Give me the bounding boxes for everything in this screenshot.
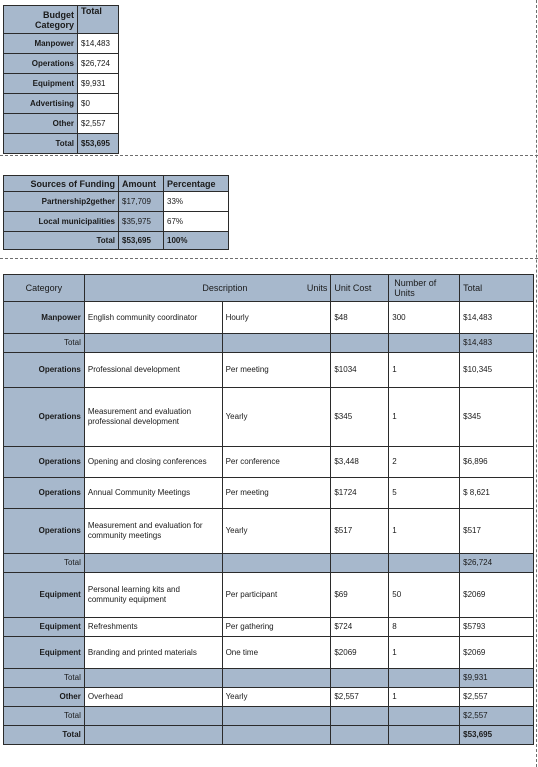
category-cell: Equipment <box>4 573 85 618</box>
funding-total-label: Total <box>4 232 119 250</box>
subtotal-value: $26,724 <box>460 554 534 573</box>
units-cell: Yearly <box>222 688 331 707</box>
number-of-units-cell: 1 <box>389 688 460 707</box>
category-cell: Manpower <box>4 302 85 334</box>
number-of-units-cell: 1 <box>389 509 460 554</box>
empty-cell <box>331 334 389 353</box>
description-cell: Personal learning kits and community equipment <box>84 573 222 618</box>
number-of-units-cell: 1 <box>389 388 460 447</box>
funding-total-percentage: 100% <box>164 232 229 250</box>
empty-cell <box>331 554 389 573</box>
empty-cell <box>84 669 222 688</box>
subtotal-label: Total <box>4 707 85 726</box>
description-cell: Measurement and evaluation for community meetings <box>84 509 222 554</box>
category-cell: Other <box>4 688 85 707</box>
description-cell: Branding and printed materials <box>84 637 222 669</box>
description-cell: Opening and closing conferences <box>84 447 222 478</box>
table-row <box>4 478 534 509</box>
empty-cell <box>389 726 460 745</box>
subtotal-row <box>4 669 534 688</box>
total-cell: $345 <box>460 388 534 447</box>
description-cell: English community coordinator <box>84 302 222 334</box>
empty-cell <box>84 707 222 726</box>
section-divider <box>0 155 538 156</box>
table-row <box>4 302 534 334</box>
empty-cell <box>222 726 331 745</box>
total-cell: $6,896 <box>460 447 534 478</box>
budget-total-header: Total <box>78 6 119 34</box>
empty-cell <box>84 554 222 573</box>
number-of-units-cell: 50 <box>389 573 460 618</box>
description-header <box>84 275 331 302</box>
units-cell: Per participant <box>222 573 331 618</box>
budget-row-value: $26,724 <box>78 54 119 74</box>
total-cell: $10,345 <box>460 353 534 388</box>
budget-total-value: $53,695 <box>78 134 119 154</box>
total-cell: $517 <box>460 509 534 554</box>
unit-cost-cell: $724 <box>331 618 389 637</box>
category-cell: Operations <box>4 478 85 509</box>
budget-row-value: $0 <box>78 94 119 114</box>
grand-total-label: Total <box>4 726 85 745</box>
budget-row-label: Manpower <box>4 34 78 54</box>
table-row <box>4 618 534 637</box>
unit-cost-cell: $69 <box>331 573 389 618</box>
unit-cost-cell: $517 <box>331 509 389 554</box>
total-cell: $14,483 <box>460 302 534 334</box>
unit-cost-cell: $2,557 <box>331 688 389 707</box>
category-header: Category <box>4 275 85 302</box>
empty-cell <box>389 669 460 688</box>
empty-cell <box>222 334 331 353</box>
subtotal-row <box>4 707 534 726</box>
description-cell: Professional development <box>84 353 222 388</box>
description-cell: Overhead <box>84 688 222 707</box>
units-cell: Per meeting <box>222 478 331 509</box>
budget-row-value: $14,483 <box>78 34 119 54</box>
unit-cost-cell: $1724 <box>331 478 389 509</box>
budget-total-label: Total <box>4 134 78 154</box>
funding-percentage: 33% <box>164 192 229 212</box>
empty-cell <box>222 707 331 726</box>
subtotal-row <box>4 334 534 353</box>
category-cell: Operations <box>4 353 85 388</box>
unit-cost-header: Unit Cost <box>331 275 389 302</box>
funding-percentage-header: Percentage <box>164 176 229 192</box>
funding-amount-header: Amount <box>119 176 164 192</box>
table-row <box>4 388 534 447</box>
section-divider <box>0 258 538 259</box>
total-cell: $2069 <box>460 573 534 618</box>
budget-row-label: Operations <box>4 54 78 74</box>
units-cell: Per conference <box>222 447 331 478</box>
budget-row-label: Other <box>4 114 78 134</box>
category-cell: Equipment <box>4 618 85 637</box>
units-header-label: Units <box>306 283 328 293</box>
total-cell: $5793 <box>460 618 534 637</box>
units-cell: Yearly <box>222 388 331 447</box>
units-cell: Yearly <box>222 509 331 554</box>
unit-cost-cell: $345 <box>331 388 389 447</box>
subtotal-label: Total <box>4 669 85 688</box>
table-row <box>4 688 534 707</box>
budget-row-label: Advertising <box>4 94 78 114</box>
empty-cell <box>222 669 331 688</box>
unit-cost-cell: $48 <box>331 302 389 334</box>
budget-category-header: Budget Category <box>4 6 78 34</box>
description-header-label: Description <box>202 283 248 293</box>
total-cell: $2069 <box>460 637 534 669</box>
unit-cost-cell: $3,448 <box>331 447 389 478</box>
budget-row-value: $9,931 <box>78 74 119 94</box>
budget-row-label: Equipment <box>4 74 78 94</box>
empty-cell <box>389 707 460 726</box>
funding-source-label: Local municipalities <box>4 212 119 232</box>
funding-percentage: 67% <box>164 212 229 232</box>
number-of-units-cell: 1 <box>389 637 460 669</box>
funding-amount: $17,709 <box>119 192 164 212</box>
category-cell: Operations <box>4 388 85 447</box>
grand-total-value: $53,695 <box>460 726 534 745</box>
empty-cell <box>222 554 331 573</box>
unit-cost-cell: $2069 <box>331 637 389 669</box>
number-of-units-cell: 8 <box>389 618 460 637</box>
grand-total-row <box>4 726 534 745</box>
budget-row-value: $2,557 <box>78 114 119 134</box>
funding-total-amount: $53,695 <box>119 232 164 250</box>
units-cell: One time <box>222 637 331 669</box>
description-cell: Refreshments <box>84 618 222 637</box>
category-cell: Operations <box>4 509 85 554</box>
funding-source-header: Sources of Funding <box>4 176 119 192</box>
funding-sources-table <box>3 175 229 250</box>
category-cell: Operations <box>4 447 85 478</box>
subtotal-value: $2,557 <box>460 707 534 726</box>
total-cell: $ 8,621 <box>460 478 534 509</box>
subtotal-row <box>4 554 534 573</box>
empty-cell <box>84 334 222 353</box>
empty-cell <box>331 726 389 745</box>
empty-cell <box>389 334 460 353</box>
table-row <box>4 509 534 554</box>
page-border-right <box>536 0 537 767</box>
units-cell: Per gathering <box>222 618 331 637</box>
budget-summary-table <box>3 5 119 154</box>
detail-table-body <box>4 302 534 745</box>
empty-cell <box>389 554 460 573</box>
units-cell: Hourly <box>222 302 331 334</box>
number-of-units-header: Number of Units <box>389 275 460 302</box>
subtotal-label: Total <box>4 334 85 353</box>
total-header: Total <box>460 275 534 302</box>
empty-cell <box>331 707 389 726</box>
subtotal-value: $14,483 <box>460 334 534 353</box>
funding-amount: $35,975 <box>119 212 164 232</box>
subtotal-value: $9,931 <box>460 669 534 688</box>
description-cell: Measurement and evaluation professional development <box>84 388 222 447</box>
budget-detail-table <box>3 274 534 745</box>
empty-cell <box>331 669 389 688</box>
number-of-units-cell: 1 <box>389 353 460 388</box>
total-cell: $2,557 <box>460 688 534 707</box>
category-cell: Equipment <box>4 637 85 669</box>
number-of-units-cell: 2 <box>389 447 460 478</box>
subtotal-label: Total <box>4 554 85 573</box>
empty-cell <box>84 726 222 745</box>
number-of-units-cell: 300 <box>389 302 460 334</box>
number-of-units-cell: 5 <box>389 478 460 509</box>
table-row <box>4 353 534 388</box>
table-row <box>4 573 534 618</box>
units-cell: Per meeting <box>222 353 331 388</box>
funding-source-label: Partnership2gether <box>4 192 119 212</box>
description-cell: Annual Community Meetings <box>84 478 222 509</box>
table-row <box>4 637 534 669</box>
table-row <box>4 447 534 478</box>
unit-cost-cell: $1034 <box>331 353 389 388</box>
